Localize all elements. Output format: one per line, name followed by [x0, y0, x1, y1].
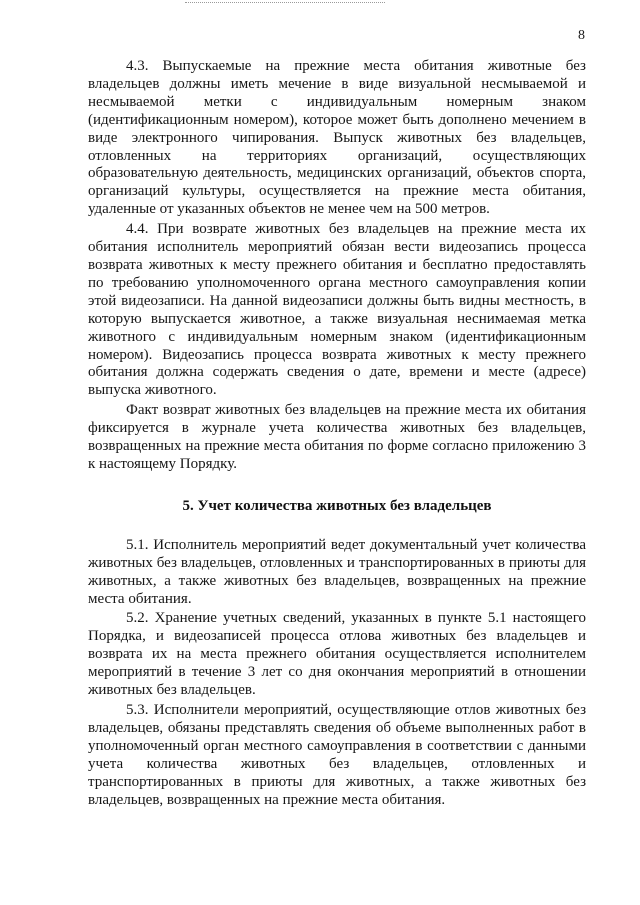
section-5-heading: 5. Учет количества животных без владельцев — [182, 497, 492, 514]
paragraph-4-3: 4.3. Выпускаемые на прежние места обитания животные без владельцев должны иметь мечение в виде визуальной несмываемой и несмываемой метки с индивидуальным номерным знаком (идентификационным номером), которое может быть дополнено мечением в виде электронного чипирования. Выпуск животных без владельцев, отловленных на территориях организаций, осуществляющих образовательную деятельность, медицинских организаций, объектов спорта, организаций культуры, осуществляется на прежние места обитания, удаленные от указанных объектов не менее чем на 500 метров. — [88, 58, 586, 218]
paragraph-5-3: 5.3. Исполнители мероприятий, осуществляющие отлов животных без владельцев, обязаны представлять сведения об объеме выполненных работ в уполномоченный орган местного самоуправления в соответствии с данными учета количества животных без владельцев, отловленных и транспортированных в приюты для животных, а также животных без владельцев, возвращенных на прежние места обитания. — [88, 702, 586, 808]
paragraph-5-2: 5.2. Хранение учетных сведений, указанных в пункте 5.1 настоящего Порядка, и видеозаписей процесса отлова животных без владельцев и возврата их на места прежнего обитания осуществляется исполнителем мероприятий в течение 3 лет со дня окончания мероприятий в отношении животных без владельцев. — [88, 610, 586, 699]
paragraph-5-1: 5.1. Исполнитель мероприятий ведет документальный учет количества животных без владельцев, отловленных и транспортированных в приюты для животных, а также животных без владельцев, возвращенных на прежние места обитания. — [88, 536, 586, 607]
page-number: 8 — [578, 28, 585, 43]
document-body — [88, 58, 586, 809]
paragraph-return-fact: Факт возврат животных без владельцев на прежние места их обитания фиксируется в журнале учета количества животных без владельцев, возвращенных на прежние места обитания по форме согласно приложению 3 к настоящему Порядку. — [88, 402, 586, 472]
scan-artifact-line — [185, 2, 385, 6]
paragraph-4-4: 4.4. При возврате животных без владельцев на прежние места их обитания исполнитель мероприятий обязан вести видеозапись процесса возврата животных к месту прежнего обитания и бесплатно предоставлять по требованию уполномоченного органа местного самоуправления копии этой видеозаписи. На данной видеозаписи должны быть видны местность, в которую выпускается животное, а также визуальная неснимаемая метка животного с индивидуальным номерным знаком (идентификационным номером). Видеозапись процесса возврата животных к месту прежнего обитания должна содержать сведения о дате, времени и месте (адресе) выпуска животного. — [88, 221, 586, 399]
